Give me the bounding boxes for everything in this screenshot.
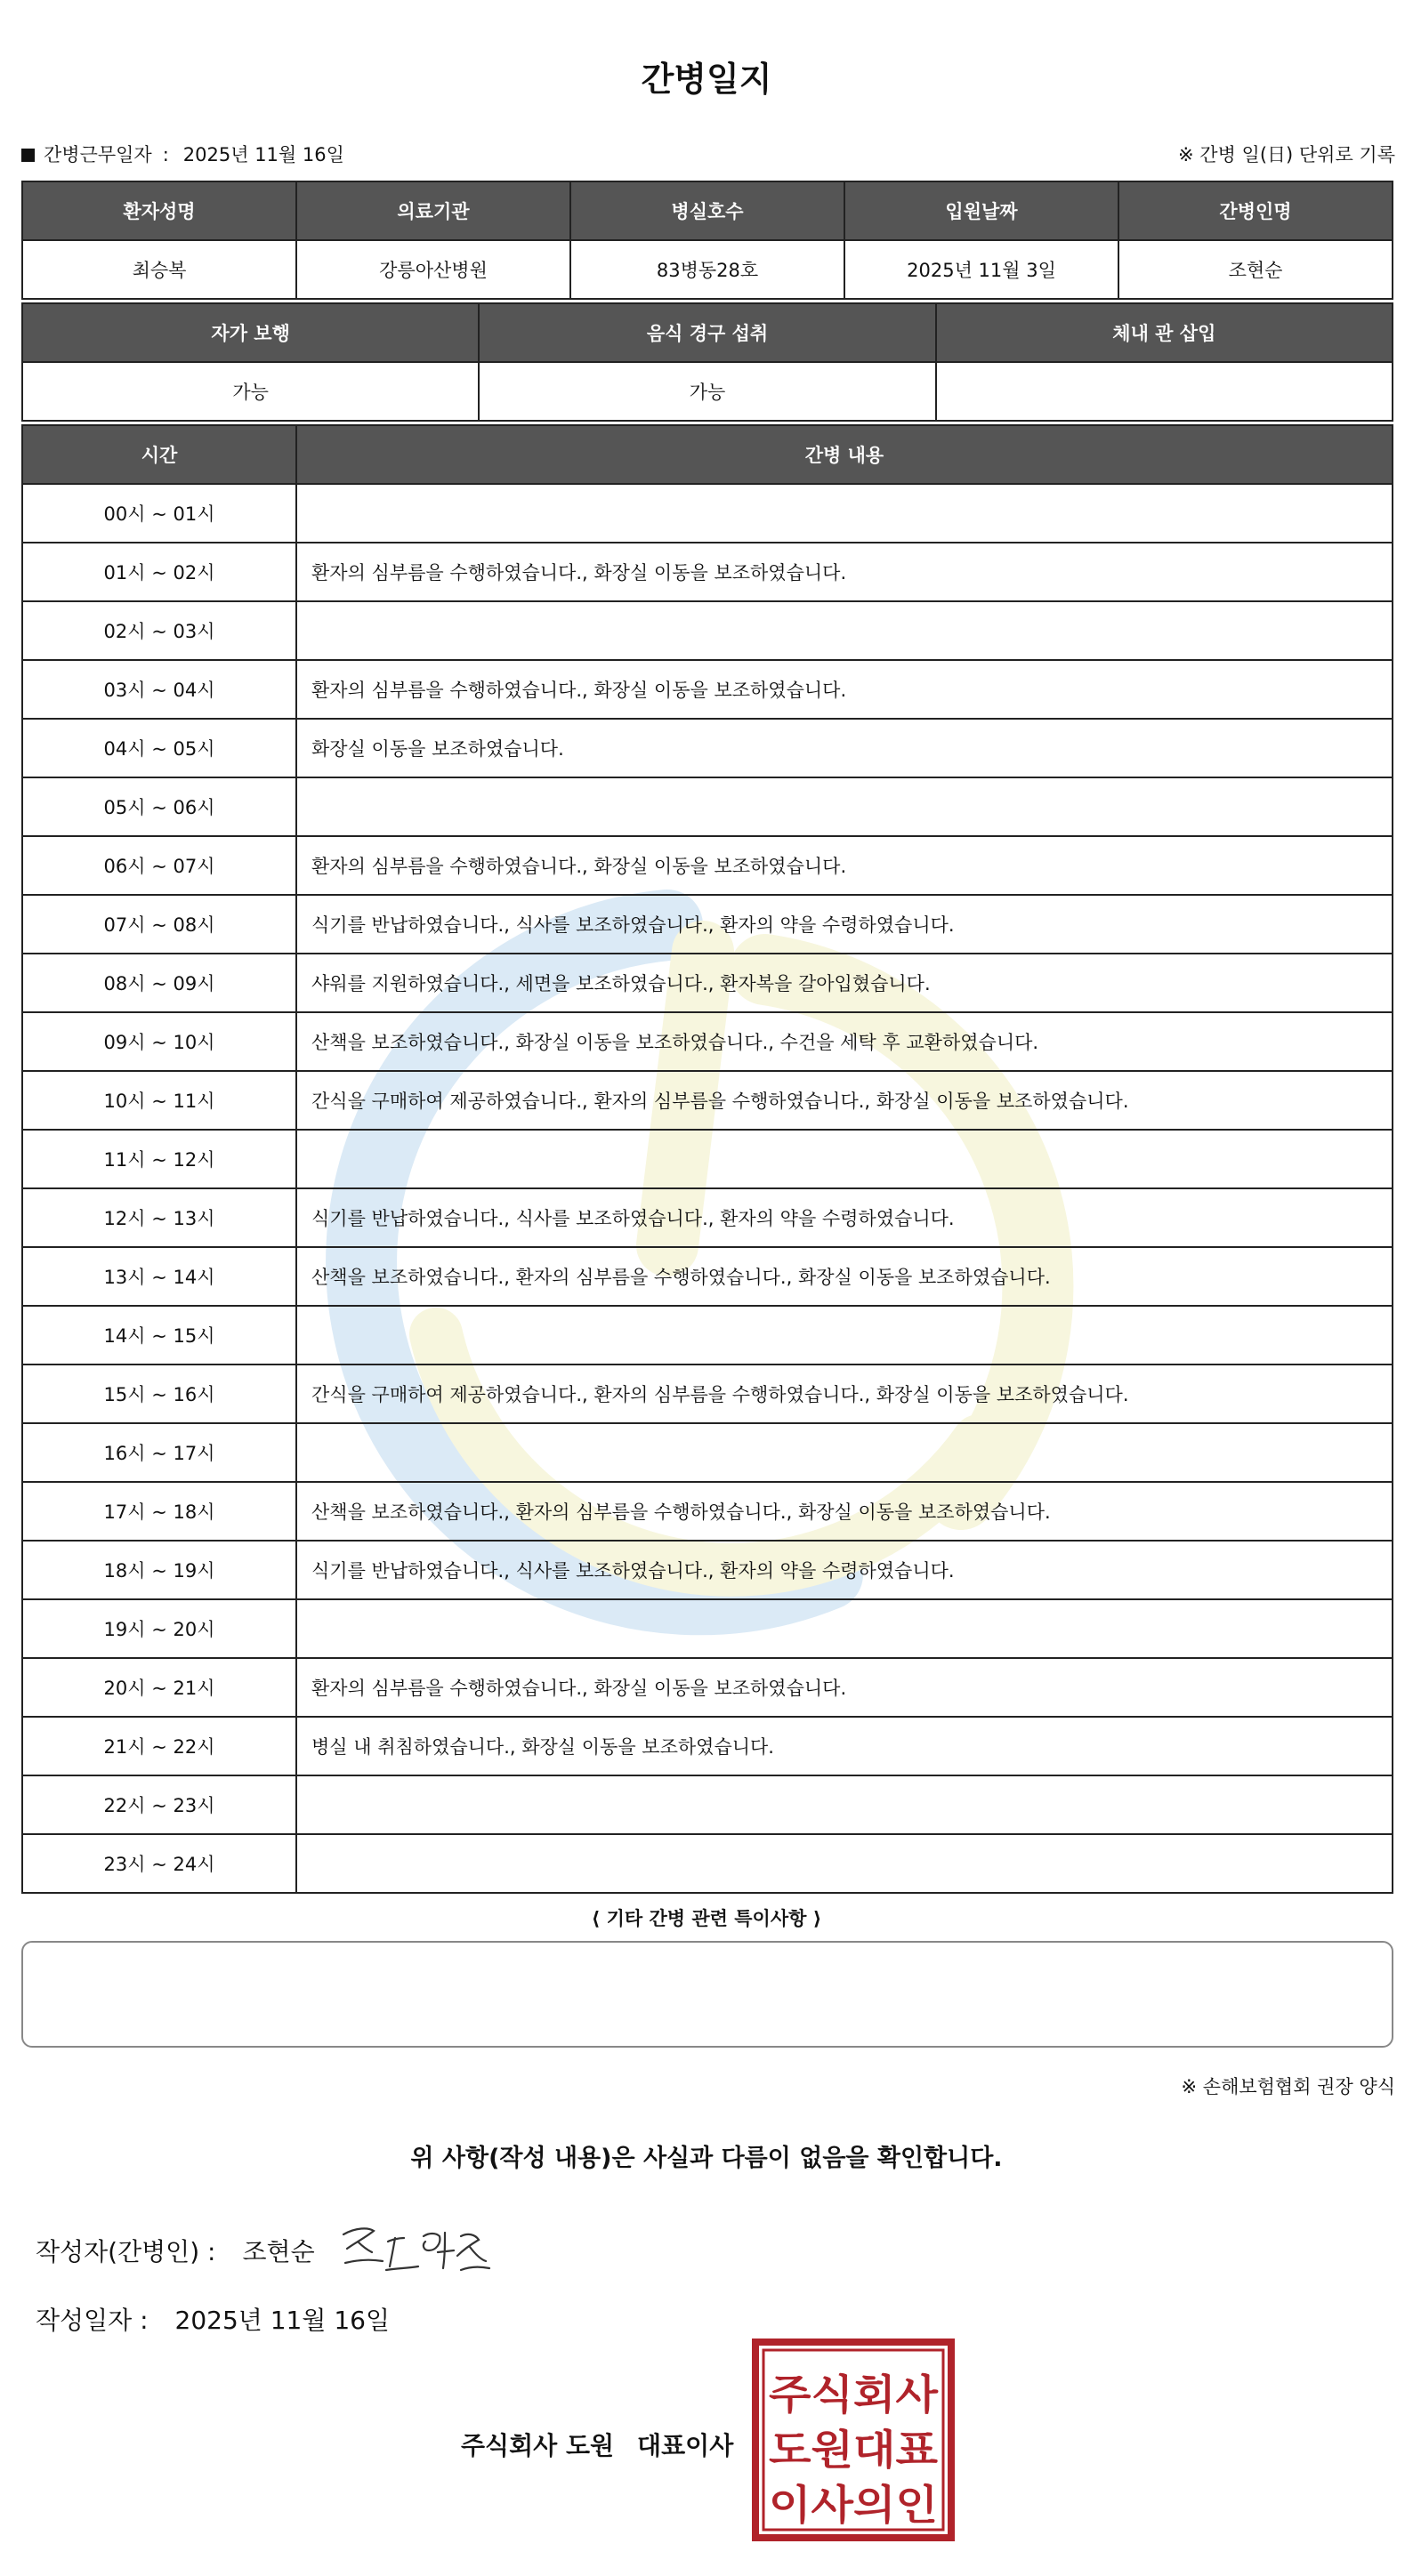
work-date-separator: :: [162, 144, 169, 165]
care-content: 식기를 반납하였습니다., 식사를 보조하였습니다., 환자의 약을 수령하였습니다.: [296, 895, 1393, 954]
time-slot: 00시 ~ 01시: [22, 484, 296, 543]
table-row: [22, 1599, 1393, 1658]
header-patient-name: 환자성명: [22, 181, 296, 240]
care-content: 병실 내 취침하였습니다., 화장실 이동을 보조하였습니다.: [296, 1717, 1393, 1775]
company-title: 대표이사: [637, 2431, 734, 2460]
time-slot: 13시 ~ 14시: [22, 1247, 296, 1306]
time-slot: 07시 ~ 08시: [22, 895, 296, 954]
patient-info-table: [21, 181, 1393, 300]
table-row: [22, 1541, 1393, 1599]
table-row: [22, 777, 1393, 836]
time-slot: 21시 ~ 22시: [22, 1717, 296, 1775]
header-caregiver-name: 간병인명: [1118, 181, 1393, 240]
document-title: 간병일지: [641, 60, 772, 99]
header-room: 병실호수: [570, 181, 844, 240]
tube-insertion-value: [936, 362, 1393, 421]
time-slot: 20시 ~ 21시: [22, 1658, 296, 1717]
time-slot: 18시 ~ 19시: [22, 1541, 296, 1599]
time-slot: 19시 ~ 20시: [22, 1599, 296, 1658]
time-slot: 15시 ~ 16시: [22, 1364, 296, 1423]
seal-line-1: 주식회사: [769, 2371, 939, 2419]
time-slot: 16시 ~ 17시: [22, 1423, 296, 1482]
notes-box: [21, 1941, 1393, 2048]
confirmation-statement: 위 사항(작성 내용)은 사실과 다름이 없음을 확인합니다.: [410, 2145, 1003, 2172]
care-log-body: [22, 484, 1393, 1893]
time-slot: 06시 ~ 07시: [22, 836, 296, 895]
table-row: [22, 954, 1393, 1012]
care-content: 산책을 보조하였습니다., 화장실 이동을 보조하였습니다., 수건을 세탁 후 교환하였습니다.: [296, 1012, 1393, 1071]
care-content: [296, 1775, 1393, 1834]
writer-label: 작성자(간병인) :: [36, 2237, 216, 2266]
time-slot: 22시 ~ 23시: [22, 1775, 296, 1834]
room-number: 83병동28호: [570, 240, 844, 299]
table-row: [22, 1717, 1393, 1775]
oral-intake-value: 가능: [479, 362, 935, 421]
table-row: [22, 1306, 1393, 1364]
care-content: [296, 601, 1393, 660]
table-row: [22, 1658, 1393, 1717]
care-content: 식기를 반납하였습니다., 식사를 보조하였습니다., 환자의 약을 수령하였습니다.: [296, 1188, 1393, 1247]
care-log-table: [21, 424, 1393, 1894]
work-date-label: 간병근무일자: [44, 144, 152, 165]
header-tube-insertion: 체내 관 삽입: [936, 303, 1393, 362]
admission-date: 2025년 11월 3일: [844, 240, 1118, 299]
care-content: 환자의 심부름을 수행하였습니다., 화장실 이동을 보조하였습니다.: [296, 543, 1393, 601]
table-row: [22, 601, 1393, 660]
company-name: 주식회사 도원: [461, 2431, 615, 2460]
table-row: [22, 1071, 1393, 1130]
table-row: [22, 543, 1393, 601]
company-line: [461, 2427, 733, 2462]
write-date-line: [36, 2301, 390, 2337]
header-care-content: 간병 내용: [296, 425, 1393, 484]
time-slot: 04시 ~ 05시: [22, 719, 296, 777]
care-content: 식기를 반납하였습니다., 식사를 보조하였습니다., 환자의 약을 수령하였습니다.: [296, 1541, 1393, 1599]
table-row: [22, 1012, 1393, 1071]
care-content: 환자의 심부름을 수행하였습니다., 화장실 이동을 보조하였습니다.: [296, 1658, 1393, 1717]
time-slot: 12시 ~ 13시: [22, 1188, 296, 1247]
writer-line: [36, 2233, 315, 2268]
care-content: 화장실 이동을 보조하였습니다.: [296, 719, 1393, 777]
time-slot: 05시 ~ 06시: [22, 777, 296, 836]
patient-name: 최승복: [22, 240, 296, 299]
time-slot: 17시 ~ 18시: [22, 1482, 296, 1541]
hospital-name: 강릉아산병원: [296, 240, 570, 299]
record-notice: ※ 간병 일(日) 단위로 기록: [1178, 144, 1395, 165]
table-row: [22, 1423, 1393, 1482]
care-content: [296, 1834, 1393, 1893]
header-time: 시간: [22, 425, 296, 484]
table-row: [22, 484, 1393, 543]
seal-line-3: 이사의인: [769, 2481, 938, 2529]
care-content: 산책을 보조하였습니다., 환자의 심부름을 수행하였습니다., 화장실 이동을 보조하였습니다.: [296, 1482, 1393, 1541]
notes-title: ⟨ 기타 간병 관련 특이사항 ⟩: [591, 1908, 822, 1929]
header-admission-date: 입원날짜: [844, 181, 1118, 240]
table-row: [22, 1130, 1393, 1188]
care-content: 환자의 심부름을 수행하였습니다., 화장실 이동을 보조하였습니다.: [296, 660, 1393, 719]
care-content: [296, 1599, 1393, 1658]
time-slot: 03시 ~ 04시: [22, 660, 296, 719]
time-slot: 08시 ~ 09시: [22, 954, 296, 1012]
form-notice: ※ 손해보험협회 권장 양식: [1181, 2076, 1395, 2097]
table-row: [22, 1775, 1393, 1834]
table-row: [22, 719, 1393, 777]
table-row: [22, 1482, 1393, 1541]
header-self-walking: 자가 보행: [22, 303, 479, 362]
work-date-value: 2025년 11월 16일: [182, 144, 344, 165]
write-date-value: 2025년 11월 16일: [174, 2306, 390, 2335]
table-row: [22, 895, 1393, 954]
time-slot: 09시 ~ 10시: [22, 1012, 296, 1071]
seal-line-2: 도원대표: [769, 2426, 939, 2474]
time-slot: 14시 ~ 15시: [22, 1306, 296, 1364]
work-date-info: [21, 141, 344, 167]
caregiver-name: 조현순: [1118, 240, 1393, 299]
time-slot: 11시 ~ 12시: [22, 1130, 296, 1188]
time-slot: 23시 ~ 24시: [22, 1834, 296, 1893]
time-slot: 10시 ~ 11시: [22, 1071, 296, 1130]
self-walking-value: 가능: [22, 362, 479, 421]
care-content: 간식을 구매하여 제공하였습니다., 환자의 심부름을 수행하였습니다., 화장실 이동을 보조하였습니다.: [296, 1364, 1393, 1423]
care-content: 샤워를 지원하였습니다., 세면을 보조하였습니다., 환자복을 갈아입혔습니다.: [296, 954, 1393, 1012]
patient-status-table: [21, 302, 1393, 422]
header-oral-intake: 음식 경구 섭취: [479, 303, 935, 362]
header-hospital: 의료기관: [296, 181, 570, 240]
care-content: [296, 1306, 1393, 1364]
table-row: [22, 1834, 1393, 1893]
care-content: [296, 1423, 1393, 1482]
write-date-label: 작성일자 :: [36, 2306, 149, 2335]
care-content: 간식을 구매하여 제공하였습니다., 환자의 심부름을 수행하였습니다., 화장실 이동을 보조하였습니다.: [296, 1071, 1393, 1130]
time-slot: 01시 ~ 02시: [22, 543, 296, 601]
care-content: [296, 777, 1393, 836]
table-row: [22, 836, 1393, 895]
care-content: 산책을 보조하였습니다., 환자의 심부름을 수행하였습니다., 화장실 이동을 보조하였습니다.: [296, 1247, 1393, 1306]
care-content: 환자의 심부름을 수행하였습니다., 화장실 이동을 보조하였습니다.: [296, 836, 1393, 895]
table-row: [22, 1364, 1393, 1423]
table-row: [22, 660, 1393, 719]
table-row: [22, 1188, 1393, 1247]
handwritten-signature: [336, 2215, 497, 2286]
care-content: [296, 1130, 1393, 1188]
black-square-icon: [21, 149, 35, 162]
writer-name: 조현순: [242, 2237, 315, 2266]
table-row: [22, 1247, 1393, 1306]
time-slot: 02시 ~ 03시: [22, 601, 296, 660]
care-content: [296, 484, 1393, 543]
company-seal-stamp: [751, 2338, 956, 2542]
